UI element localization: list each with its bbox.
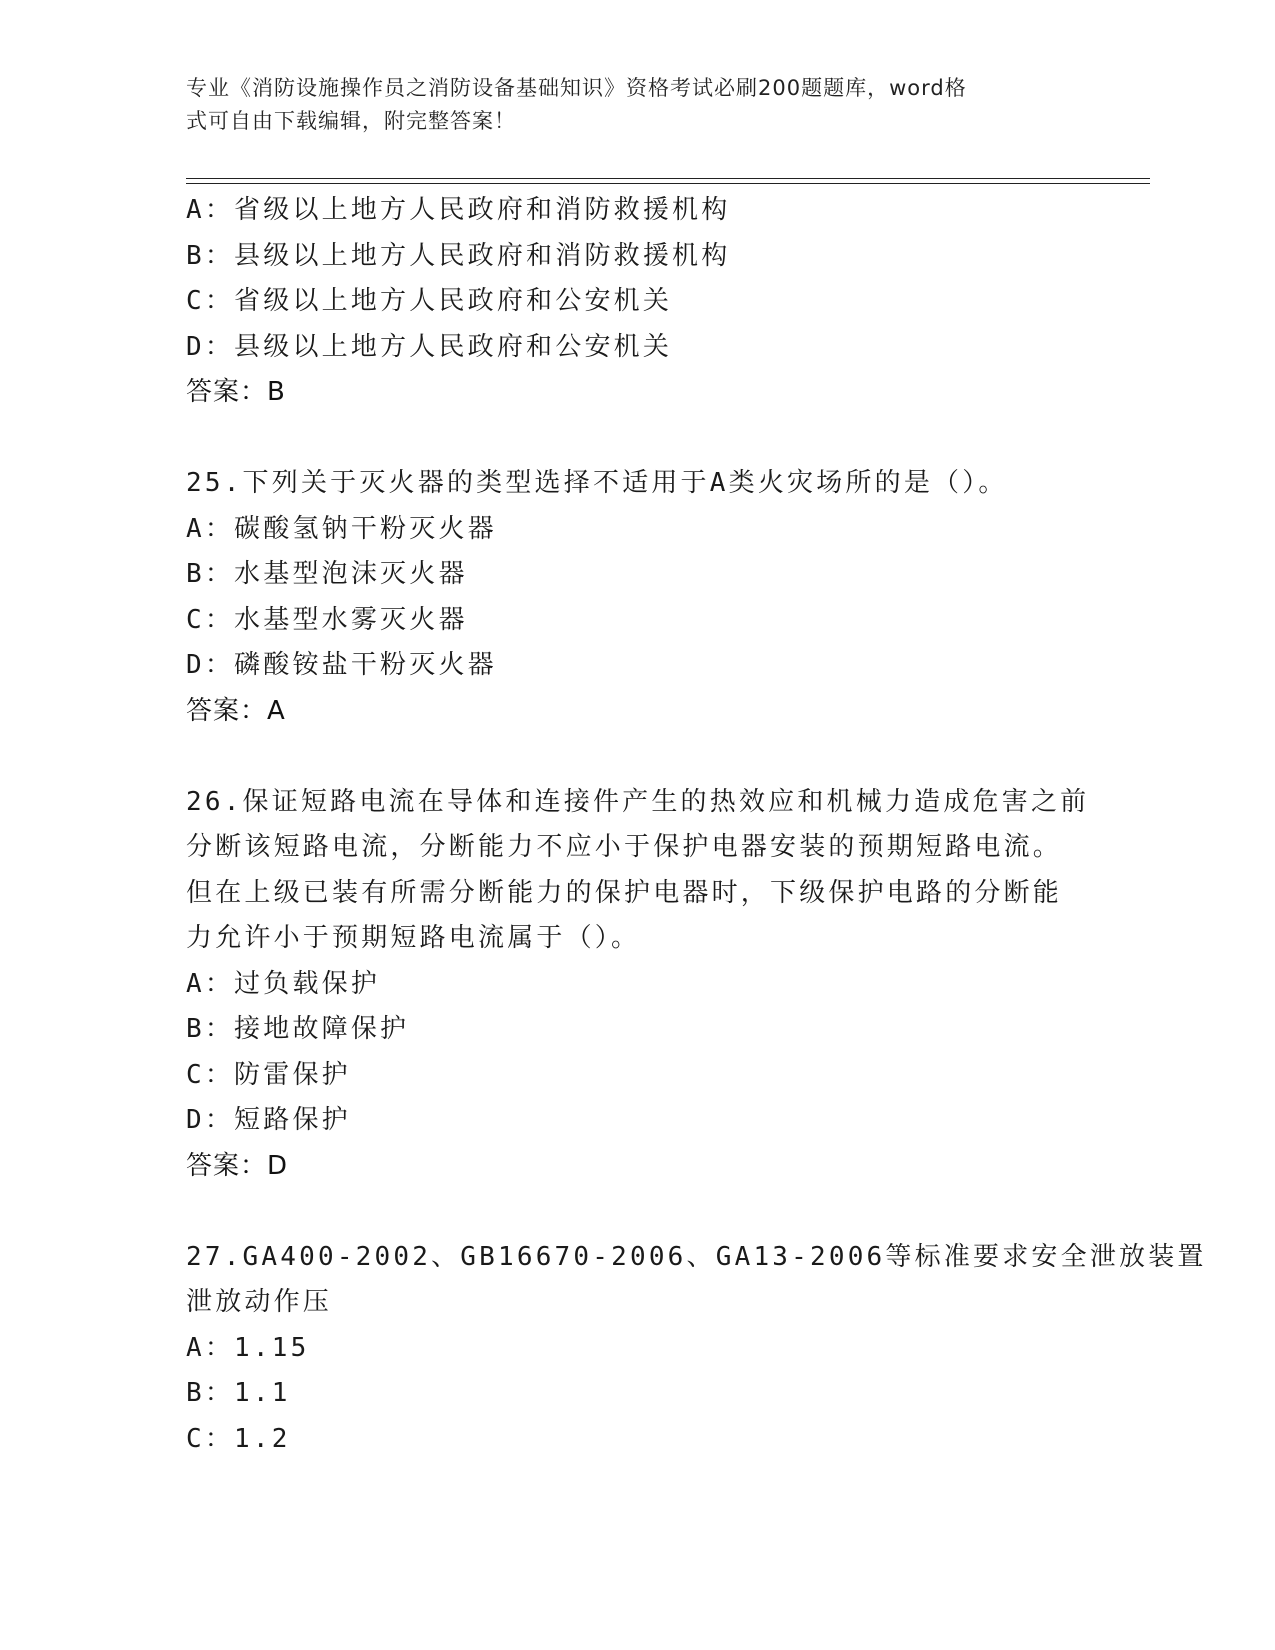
header-divider-bottom bbox=[186, 183, 1150, 184]
option-b: B：水基型泡沫灭火器 bbox=[186, 559, 468, 589]
option-a: A：省级以上地方人民政府和消防救援机构 bbox=[186, 195, 731, 225]
option-a: A：碳酸氢钠干粉灭火器 bbox=[186, 513, 497, 544]
spacer bbox=[186, 734, 1086, 780]
option-a: A：1.15 bbox=[186, 1332, 310, 1363]
spacer bbox=[186, 416, 1086, 462]
option-c: C：省级以上地方人民政府和公安机关 bbox=[186, 286, 673, 316]
question-27 bbox=[186, 1235, 1207, 1463]
option-d: D：磷酸铵盐干粉灭火器 bbox=[186, 650, 497, 680]
header-line-2: 式可自由下载编辑，附完整答案！ bbox=[186, 109, 516, 133]
answer-line: 答案：B bbox=[186, 377, 286, 407]
answer-line: 答案：D bbox=[186, 1150, 289, 1181]
question-26 bbox=[186, 780, 1090, 1190]
question-stem-line-4: 力允许小于预期短路电流属于（）。 bbox=[186, 923, 641, 953]
option-c: C：水基型水雾灭火器 bbox=[186, 604, 468, 635]
question-stem-line-1: 26.保证短路电流在导体和连接件产生的热效应和机械力造成危害之前 bbox=[186, 786, 1090, 817]
header-line-1: 专业《消防设施操作员之消防设备基础知识》资格考试必刷200题题库，word格 bbox=[186, 76, 967, 100]
document-header bbox=[186, 72, 1066, 138]
question-stem-line-2: 泄放动作压 bbox=[186, 1287, 333, 1317]
question-stem: 25.下列关于灭火器的类型选择不适用于A类火灾场所的是（）。 bbox=[186, 468, 1008, 498]
spacer bbox=[186, 1189, 1086, 1235]
option-b: B：接地故障保护 bbox=[186, 1014, 410, 1044]
header-divider-top bbox=[186, 178, 1150, 179]
option-d: D：县级以上地方人民政府和公安机关 bbox=[186, 331, 673, 362]
option-a: A：过负载保护 bbox=[186, 968, 381, 999]
answer-line: 答案：A bbox=[186, 695, 286, 726]
question-stem-line-3: 但在上级已装有所需分断能力的保护电器时，下级保护电路的分断能 bbox=[186, 877, 1063, 908]
question-24-continued bbox=[186, 188, 1086, 416]
option-c: C：防雷保护 bbox=[186, 1059, 351, 1090]
option-c: C：1.2 bbox=[186, 1423, 291, 1454]
option-b: B：1.1 bbox=[186, 1378, 291, 1408]
question-stem-line-2: 分断该短路电流，分断能力不应小于保护电器安装的预期短路电流。 bbox=[186, 832, 1063, 862]
question-content bbox=[186, 188, 1207, 1462]
question-25 bbox=[186, 461, 1086, 734]
question-stem-line-1: 27.GA400-2002、GB16670-2006、GA13-2006等标准要求安全泄放装置 bbox=[186, 1241, 1207, 1272]
option-d: D：短路保护 bbox=[186, 1105, 351, 1135]
option-b: B：县级以上地方人民政府和消防救援机构 bbox=[186, 240, 731, 271]
